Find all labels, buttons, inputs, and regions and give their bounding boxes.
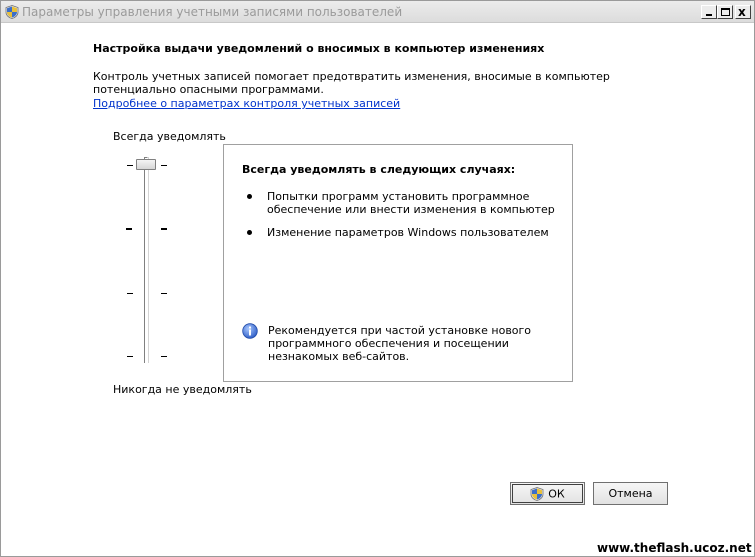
maximize-icon: [721, 8, 730, 16]
minimize-icon: [706, 14, 712, 16]
info-icon: [242, 323, 258, 339]
description-text: Контроль учетных записей помогает предотвратить изменения, вносимые в компьютер потенциально опасными программами.: [93, 70, 610, 96]
slider-track[interactable]: [144, 157, 148, 363]
slider-tick: [161, 293, 167, 294]
close-button[interactable]: [735, 5, 751, 19]
uac-shield-icon: [5, 5, 19, 19]
slider-tick: [127, 356, 133, 357]
slider-bottom-label: Никогда не уведомлять: [113, 383, 252, 396]
slider-tick: [161, 356, 167, 357]
bullet-icon: [246, 229, 254, 237]
title-bar[interactable]: [1, 1, 754, 23]
slider-tick: [126, 228, 132, 230]
list-item: Изменение параметров Windows пользователем: [267, 226, 549, 239]
slider-top-label: Всегда уведомлять: [113, 130, 226, 143]
page-heading: Настройка выдачи уведомлений о вносимых в компьютер изменениях: [93, 42, 545, 55]
close-icon: x: [738, 5, 746, 19]
watermark-text: www.theflash.ucoz.net: [597, 541, 752, 555]
slider-thumb[interactable]: [136, 159, 156, 170]
window-title: Параметры управления учетными записями пользователей: [22, 5, 403, 19]
cancel-button[interactable]: Отмена: [593, 482, 668, 505]
ok-button[interactable]: [510, 482, 585, 505]
list-item: Попытки программ установить программное обеспечение или внести изменения в компьютер: [267, 190, 555, 216]
uac-shield-icon: [530, 487, 544, 501]
slider-tick: [127, 293, 133, 294]
slider-tick: [127, 165, 133, 166]
minimize-button[interactable]: [701, 5, 717, 19]
notification-level-slider[interactable]: [119, 151, 179, 371]
recommendation-text: Рекомендуется при частой установке нового программного обеспечения и посещении незнакомых веб-сайтов.: [268, 324, 532, 363]
level-description-panel: [223, 144, 573, 382]
slider-tick: [161, 165, 167, 166]
learn-more-link[interactable]: Подробнее о параметрах контроля учетных записей: [93, 97, 401, 110]
slider-tick: [161, 228, 167, 230]
maximize-button[interactable]: [717, 5, 733, 19]
ok-button-label: ОК: [548, 487, 565, 501]
bullet-icon: [246, 193, 254, 201]
panel-title: Всегда уведомлять в следующих случаях:: [242, 163, 516, 176]
